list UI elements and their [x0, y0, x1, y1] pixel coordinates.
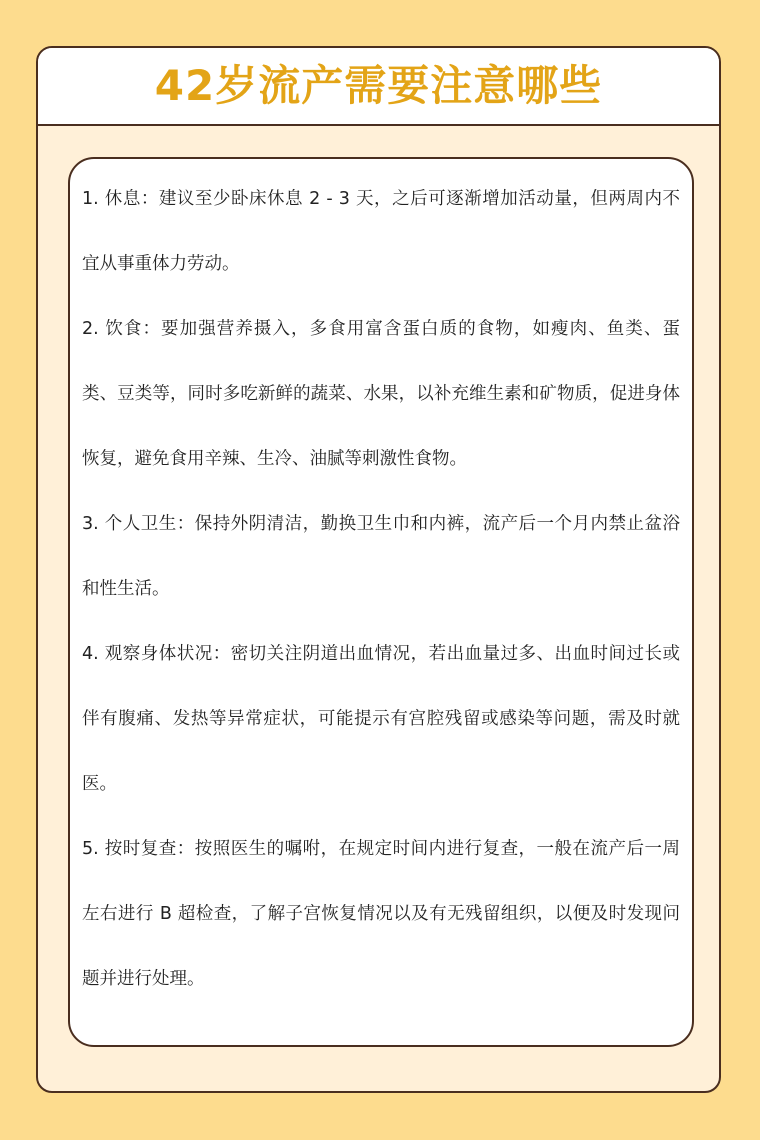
page-title: 42岁流产需要注意哪些: [154, 61, 603, 110]
article-card: [36, 46, 721, 1093]
title-banner: [38, 48, 719, 126]
list-item-checkup: 5. 按时复查：按照医生的嘱咐，在规定时间内进行复查，一般在流产后一周左右进行 B 超检查，了解子宫恢复情况以及有无残留组织，以便及时发现问题并进行处理。: [82, 839, 680, 989]
content-panel: [68, 157, 694, 1047]
list-item-hygiene: 3. 个人卫生：保持外阴清洁，勤换卫生巾和内裤，流产后一个月内禁止盆浴和性生活。: [82, 514, 680, 599]
list-item-observe: 4. 观察身体状况：密切关注阴道出血情况，若出血量过多、出血时间过长或伴有腹痛、发热等异常症状，可能提示有宫腔残留或感染等问题，需及时就医。: [82, 644, 680, 794]
list-item-rest: 1. 休息：建议至少卧床休息 2 - 3 天，之后可逐渐增加活动量，但两周内不宜从事重体力劳动。: [82, 189, 680, 274]
list-item-diet: 2. 饮食：要加强营养摄入，多食用富含蛋白质的食物，如瘦肉、鱼类、蛋类、豆类等，同时多吃新鲜的蔬菜、水果，以补充维生素和矿物质，促进身体恢复，避免食用辛辣、生冷、油腻等刺激性食物。: [82, 319, 680, 469]
